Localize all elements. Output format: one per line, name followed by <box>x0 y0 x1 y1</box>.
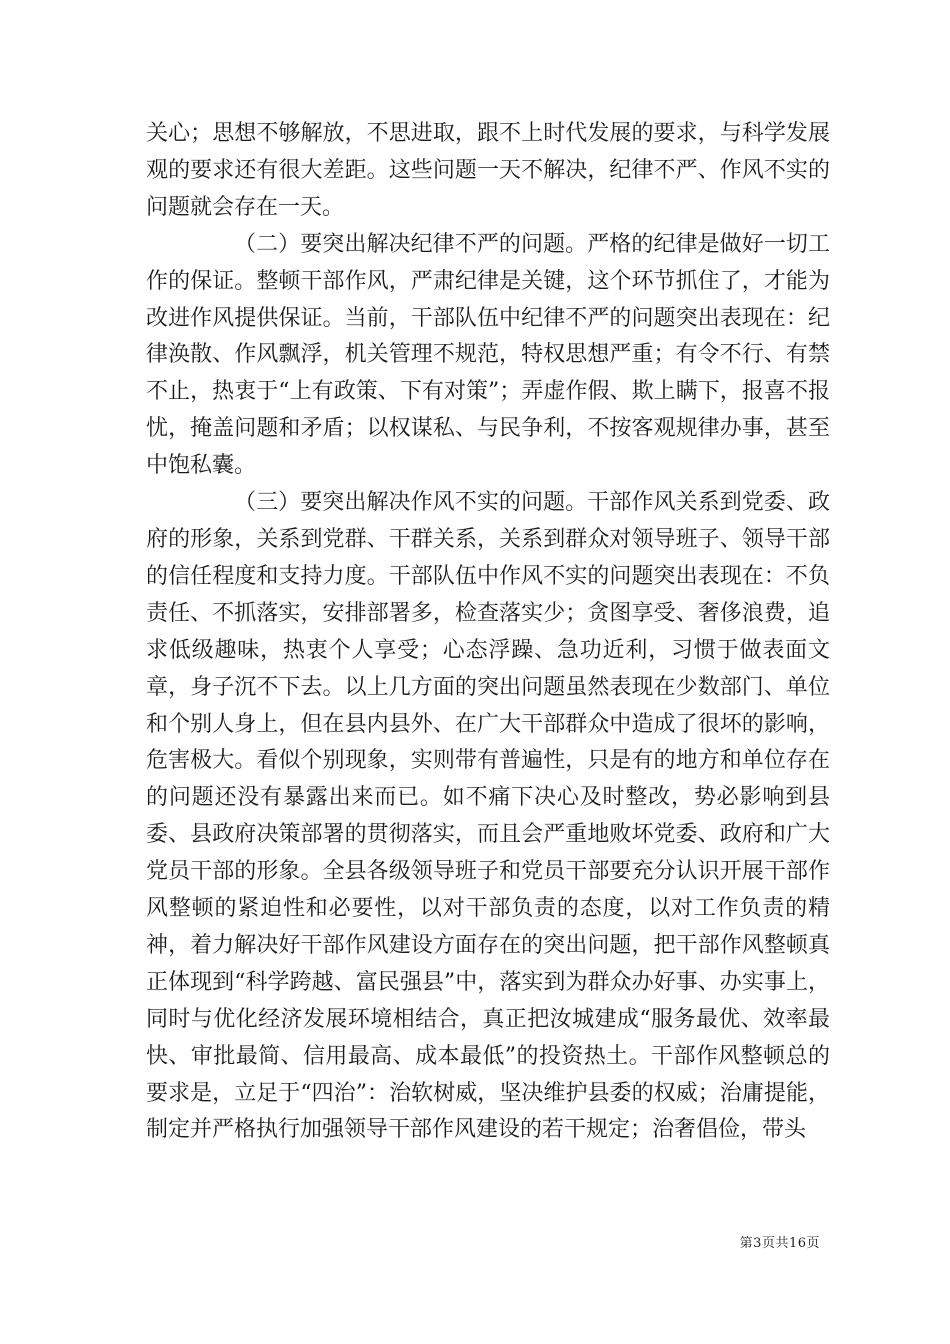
paragraph-work-style: （三）要突出解决作风不实的问题。干部作风关系到党委、政府的形象，关系到党群、干群关系，关系到群众对领导班子、领导干部的信任程度和支持力度。干部队伍中作风不实的问题突出表现在：不负责任、不抓落实，安排部署多，检查落实少；贪图享受、奢侈浪费，追求低级趣味，热衷个人享受；心态浮躁、急功近利，习惯于做表面文章，身子沉不下去。以上几方面的突出问题虽然表现在少数部门、单位和个别人身上，但在县内县外、在广大干部群众中造成了很坏的影响，危害极大。看似个别现象，实则带有普遍性，只是有的地方和单位存在的问题还没有暴露出来而已。如不痛下决心及时整改，势必影响到县委、县政府决策部署的贯彻落实，而且会严重地败坏党委、政府和广大党员干部的形象。全县各级领导班子和党员干部要充分认识开展干部作风整顿的紧迫性和必要性，以对干部负责的态度，以对工作负责的精神，着力解决好干部作风建设方面存在的突出问题，把干部作风整顿真正体现到“科学跨越、富民强县”中，落实到为群众办好事、办实事上，同时与优化经济发展环境相结合，真正把汝城建成“服务最优、效率最快、审批最简、信用最高、成本最低”的投资热土。干部作风整顿总的要求是，立足于“四治”：治软树威，坚决维护县委的权威；治庸提能，制定并严格执行加强领导干部作风建设的若干规定；治奢倡俭，带头 <box>146 490 830 1143</box>
document-body <box>146 116 830 1149</box>
page-number: 第3页共16页 <box>739 1236 820 1251</box>
paragraph-continuation: 关心；思想不够解放，不思进取，跟不上时代发展的要求，与科学发展观的要求还有很大差距。这些问题一天不解决，纪律不严、作风不实的问题就会存在一天。 <box>146 121 830 220</box>
paragraph-discipline: （二）要突出解决纪律不严的问题。严格的纪律是做好一切工作的保证。整顿干部作风，严肃纪律是关键，这个环节抓住了，才能为改进作风提供保证。当前，干部队伍中纪律不严的问题突出表现在：纪律涣散、作风飘浮，机关管理不规范，特权思想严重；有令不行、有禁不止，热衷于“上有政策、下有对策”；弄虚作假、欺上瞒下，报喜不报忧，掩盖问题和矛盾；以权谋私、与民争利，不按客观规律办事，甚至中饱私囊。 <box>146 231 830 479</box>
